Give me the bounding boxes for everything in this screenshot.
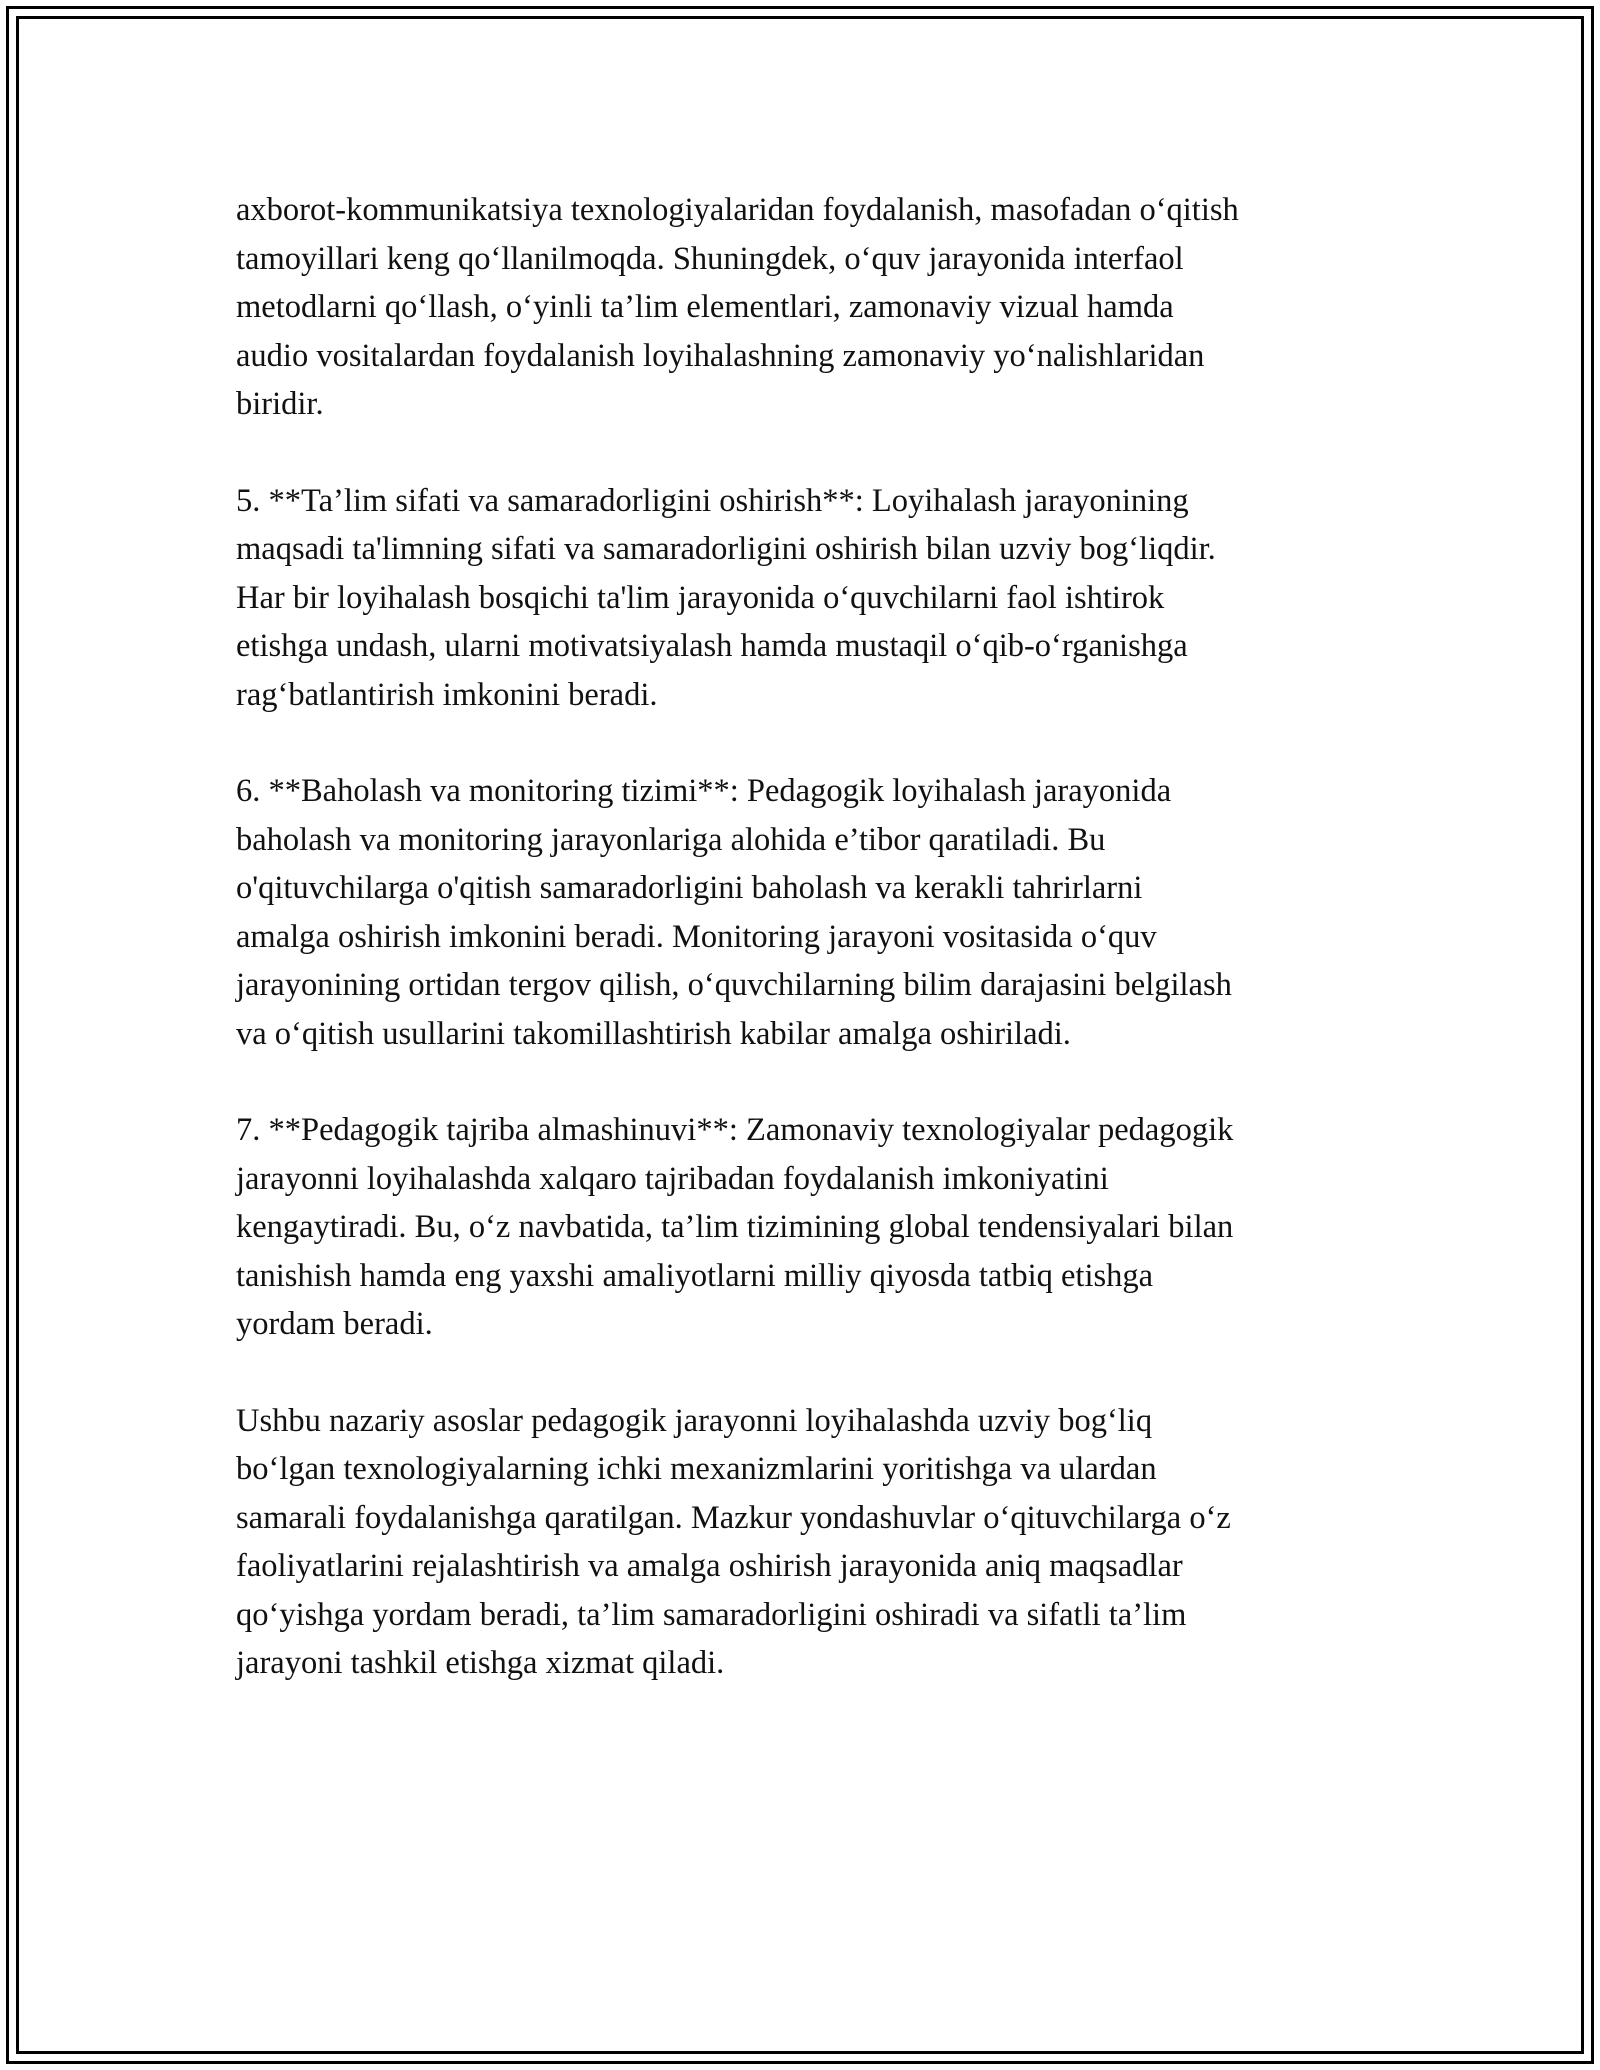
document-body xyxy=(236,186,1386,1736)
text-line: maqsadi ta'limning sifati va samaradorligini oshirish bilan uzviy bog‘liqdir. xyxy=(236,531,1216,567)
paragraph-item-6-assessment xyxy=(236,767,1386,1058)
text-line: baholash va monitoring jarayonlariga alohida e’tibor qaratiladi. Bu xyxy=(236,821,1106,858)
text-line: rag‘batlantirish imkonini beradi. xyxy=(236,676,658,713)
text-line: Ushbu nazariy asoslar pedagogik jarayonni loyihalashda uzviy bog‘liq xyxy=(236,1402,1153,1439)
paragraph-ict-methods xyxy=(236,186,1386,429)
text-line: bo‘lgan texnologiyalarning ichki mexanizmlarini yoritishga va ulardan xyxy=(236,1451,1157,1487)
text-line: jarayonining ortidan tergov qilish, o‘quvchilarning bilim darajasini belgilash xyxy=(236,967,1232,1003)
text-line: o'qituvchilarga o'qitish samaradorligini baholash va kerakli tahrirlarni xyxy=(236,870,1143,906)
text-line: samarali foydalanishga qaratilgan. Mazkur yondashuvlar o‘qituvchilarga o‘z xyxy=(236,1499,1231,1536)
text-line: yordam beradi. xyxy=(236,1306,433,1342)
text-line: axborot-kommunikatsiya texnologiyalaridan foydalanish, masofadan o‘qitish xyxy=(236,192,1239,228)
text-line: jarayonni loyihalashda xalqaro tajribadan foydalanish imkoniyatini xyxy=(236,1160,1109,1197)
text-line: amalga oshirish imkonini beradi. Monitoring jarayoni vositasida o‘quv xyxy=(236,918,1157,955)
text-line: tamoyillari keng qo‘llanilmoqda. Shuningdek, o‘quv jarayonida interfaol xyxy=(236,240,1184,277)
text-line: metodlarni qo‘llash, o‘yinli ta’lim elementlari, zamonaviy vizual hamda xyxy=(236,289,1174,325)
paragraph-item-7-exchange xyxy=(236,1106,1386,1349)
paragraph-item-5-quality xyxy=(236,477,1386,720)
text-line: biridir. xyxy=(236,386,324,422)
text-line: audio vositalardan foydalanish loyihalashning zamonaviy yo‘nalishlaridan xyxy=(236,337,1205,374)
text-line: va o‘qitish usullarini takomillashtirish kabilar amalga oshiriladi. xyxy=(236,1015,1071,1052)
text-line: 5. **Ta’lim sifati va samaradorligini oshirish**: Loyihalash jarayonining xyxy=(236,482,1189,519)
text-line: Har bir loyihalash bosqichi ta'lim jarayonida o‘quvchilarni faol ishtirok xyxy=(236,579,1165,616)
paragraph-conclusion xyxy=(236,1397,1386,1688)
text-line: qo‘yishga yordam beradi, ta’lim samaradorligini oshiradi va sifatli ta’lim xyxy=(236,1596,1187,1633)
text-line: faoliyatlarini rejalashtirish va amalga oshirish jarayonida aniq maqsadlar xyxy=(236,1548,1183,1584)
text-line: etishga undash, ularni motivatsiyalash hamda mustaqil o‘qib-o‘rganishga xyxy=(236,628,1188,664)
text-line: tanishish hamda eng yaxshi amaliyotlarni milliy qiyosda tatbiq etishga xyxy=(236,1257,1154,1294)
text-line: 7. **Pedagogik tajriba almashinuvi**: Zamonaviy texnologiyalar pedagogik xyxy=(236,1112,1234,1148)
text-line: jarayoni tashkil etishga xizmat qiladi. xyxy=(236,1645,725,1681)
text-line: kengaytiradi. Bu, o‘z navbatida, ta’lim tizimining global tendensiyalari bilan xyxy=(236,1209,1234,1245)
text-line: 6. **Baholash va monitoring tizimi**: Pedagogik loyihalash jarayonida xyxy=(236,773,1172,809)
